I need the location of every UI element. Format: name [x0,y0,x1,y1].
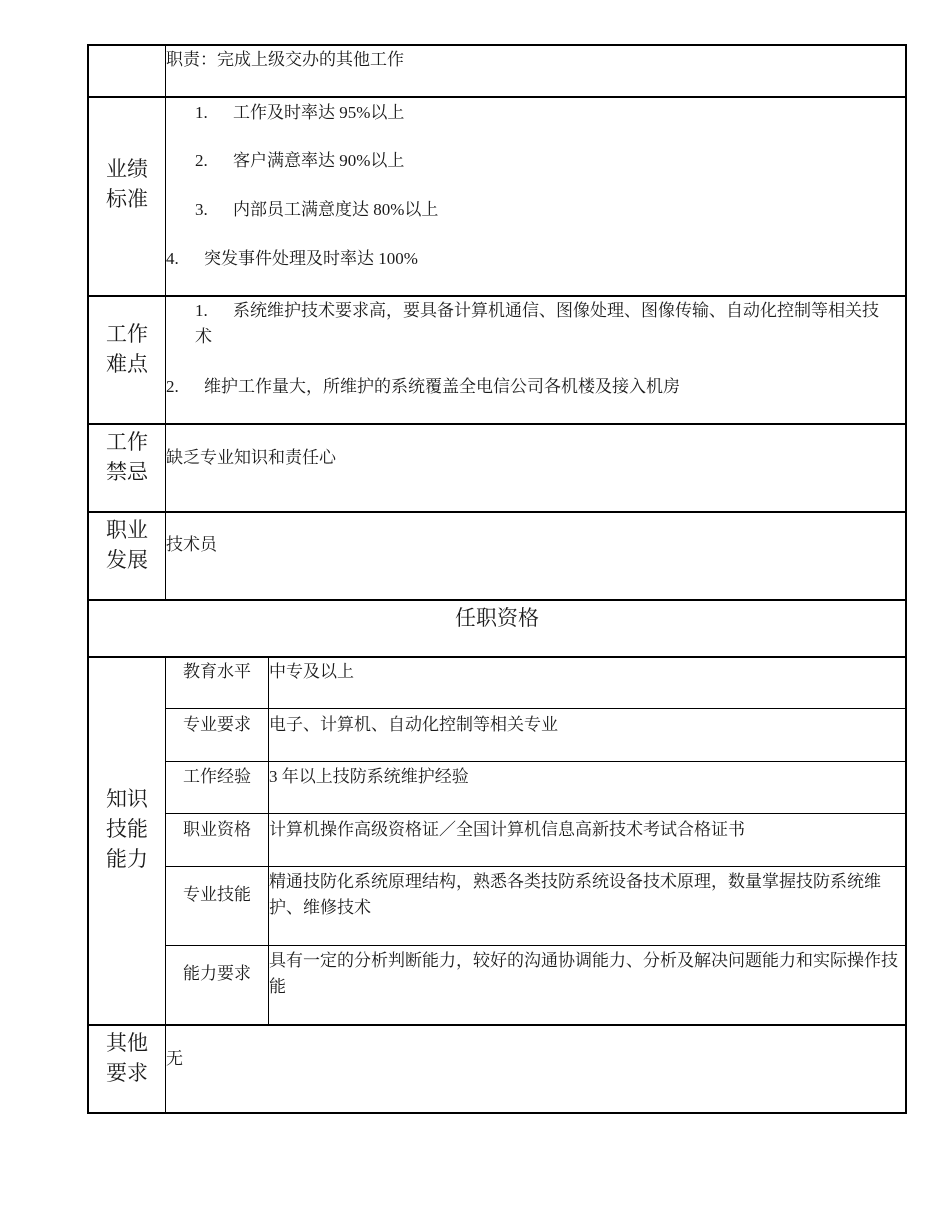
item-text: 工作及时率达 95%以上 [233,103,405,122]
performance-label-line2: 标准 [106,187,148,211]
career-label-line2: 发展 [106,548,148,572]
knowledge-row-value: 具有一定的分析判断能力，较好的沟通协调能力、分析及解决问题能力和实际操作技能 [269,951,898,996]
rule [166,945,907,946]
difficulty-item [195,298,895,350]
knowledge-row-value: 电子、计算机、自动化控制等相关专业 [269,715,558,734]
performance-label [88,154,166,214]
career-text: 技术员 [166,535,217,554]
difficulty-label [88,319,166,379]
taboo-text: 缺乏专业知识和责任心 [166,448,336,467]
item-text: 内部员工满意度达 80%以上 [233,200,439,219]
knowledge-row-label: 职业资格 [183,820,251,839]
other-text: 无 [166,1049,183,1068]
difficulty-label-line2: 难点 [106,352,148,376]
performance-item [166,246,418,272]
knowledge-label-line3: 能力 [106,847,148,871]
difficulty-label-line1: 工作 [106,322,148,346]
item-number: 2. [195,151,208,170]
rule [166,813,907,814]
item-number: 4. [166,249,179,268]
rule [87,511,907,513]
rule [166,761,907,762]
knowledge-row-label: 专业技能 [183,885,251,904]
taboo-label-line1: 工作 [106,430,148,454]
knowledge-row-value: 中专及以上 [269,662,354,681]
rule [166,866,907,867]
item-text: 突发事件处理及时率达 100% [204,249,418,268]
rule [87,656,907,658]
career-label-line1: 职业 [106,518,148,542]
item-text: 维护工作量大，所维护的系统覆盖全电信公司各机楼及接入机房 [204,377,680,396]
item-number: 3. [195,200,208,219]
item-text: 客户满意率达 90%以上 [233,151,405,170]
rule [87,599,907,601]
other-label-line1: 其他 [106,1031,148,1055]
knowledge-row-label: 教育水平 [183,662,251,681]
rule [87,96,907,98]
item-number: 1. [195,103,208,122]
difficulty-item [166,374,680,400]
other-label [88,1028,166,1088]
knowledge-row-label: 能力要求 [183,964,251,983]
knowledge-row-label: 工作经验 [183,767,251,786]
knowledge-row-value: 计算机操作高级资格证／全国计算机信息高新技术考试合格证书 [269,820,745,839]
career-label [88,515,166,575]
performance-label-line1: 业绩 [106,157,148,181]
knowledge-row-label: 专业要求 [183,715,251,734]
knowledge-label-line2: 技能 [106,817,148,841]
item-number: 2. [166,377,179,396]
performance-item [195,148,404,174]
rule [166,708,907,709]
item-text: 系统维护技术要求高，要具备计算机通信、图像处理、图像传输、自动化控制等相关技术 [195,301,879,346]
rule [87,1024,907,1026]
duties-text: 职责：完成上级交办的其他工作 [166,50,404,69]
qualifications-title: 任职资格 [455,606,539,630]
item-number: 1. [195,301,208,320]
performance-item [195,100,404,126]
rule [87,44,907,46]
other-label-line2: 要求 [106,1061,148,1085]
knowledge-label [88,784,166,874]
rule [87,295,907,297]
knowledge-row-value: 精通技防化系统原理结构，熟悉各类技防系统设备技术原理，数量掌握技防系统维护、维修技术 [269,872,881,917]
knowledge-label-line1: 知识 [106,787,148,811]
knowledge-row-value: 3 年以上技防系统维护经验 [269,767,469,786]
rule [87,1112,907,1114]
taboo-label [88,427,166,487]
taboo-label-line2: 禁忌 [106,460,148,484]
performance-item [195,197,438,223]
rule [905,44,907,1114]
rule [87,423,907,425]
